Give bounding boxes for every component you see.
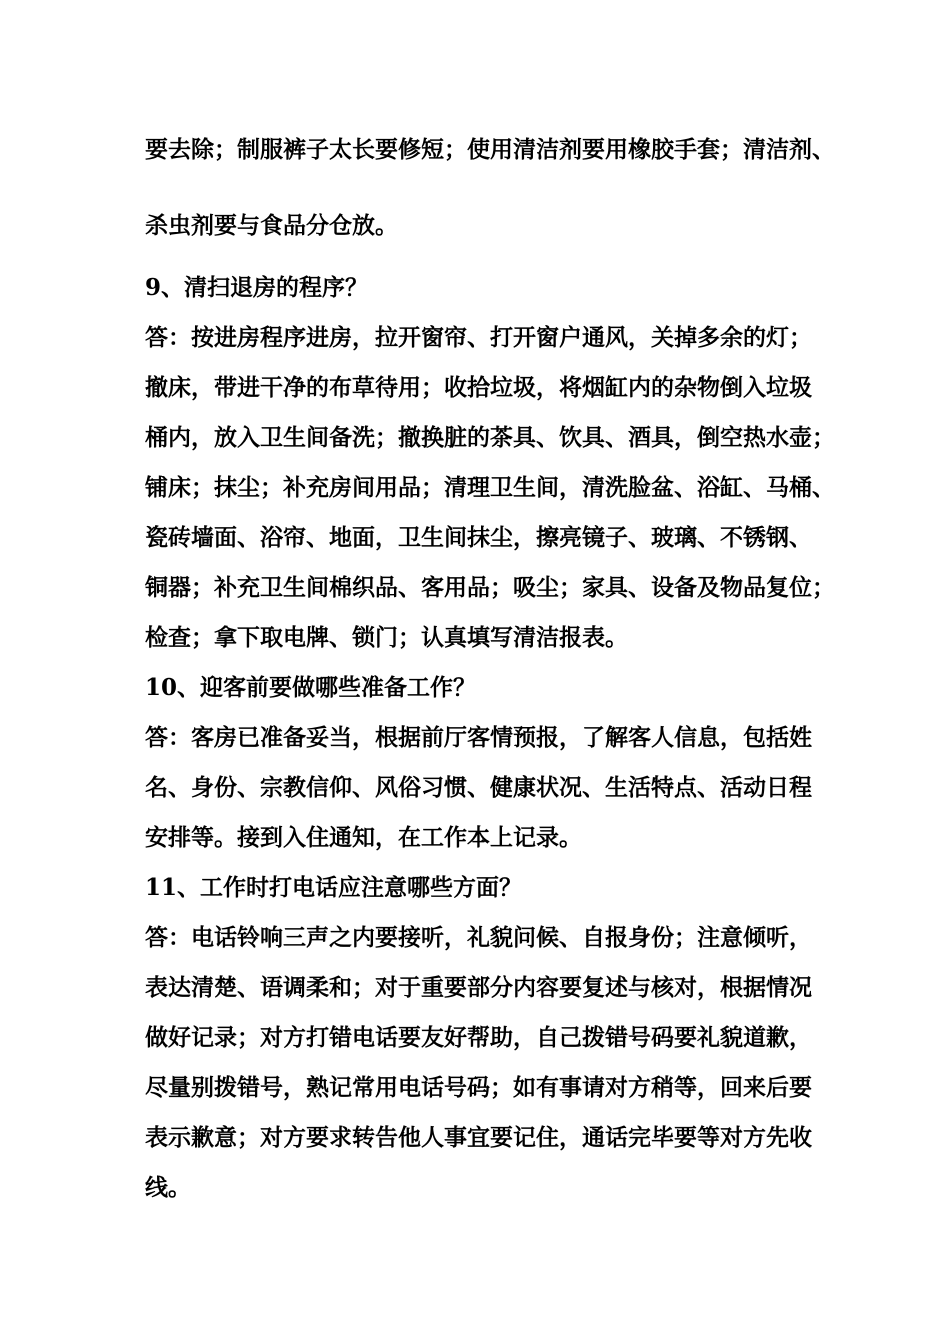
answer-line: 瓷砖墙面、浴帘、地面，卫生间抹尘，擦亮镜子、玻璃、不锈钢、 — [145, 524, 812, 551]
answer-line: 答：电话铃响三声之内要接听，礼貌问候、自报身份；注意倾听， — [145, 924, 812, 951]
text-line: 杀虫剂要与食品分仓放。 — [145, 212, 398, 239]
answer-line: 名、身份、宗教信仰、风俗习惯、健康状况、生活特点、活动日程 — [145, 774, 812, 801]
answer-line: 铺床；抹尘；补充房间用品；清理卫生间，清洗脸盆、浴缸、马桶、 — [145, 474, 835, 501]
question-heading: 11、工作时打电话应注意哪些方面？ — [145, 874, 523, 901]
answer-line: 答：按进房程序进房，拉开窗帘、打开窗户通风，关掉多余的灯； — [145, 324, 812, 351]
answer-line: 铜器；补充卫生间棉织品、客用品；吸尘；家具、设备及物品复位； — [145, 574, 835, 601]
answer-line: 表示歉意；对方要求转告他人事宜要记住，通话完毕要等对方先收 — [145, 1124, 812, 1151]
answer-line: 桶内，放入卫生间备洗；撤换脏的茶具、饮具、酒具，倒空热水壶； — [145, 424, 835, 451]
question-heading: 10、迎客前要做哪些准备工作？ — [145, 674, 477, 701]
answer-line: 线。 — [145, 1174, 191, 1201]
text-line: 要去除；制服裤子太长要修短；使用清洁剂要用橡胶手套；清洁剂、 — [145, 136, 835, 163]
answer-line: 尽量别拨错号，熟记常用电话号码；如有事请对方稍等，回来后要 — [145, 1074, 812, 1101]
answer-line: 答：客房已准备妥当，根据前厅客情预报，了解客人信息，包括姓 — [145, 724, 812, 751]
answer-line: 表达清楚、语调柔和；对于重要部分内容要复述与核对，根据情况 — [145, 974, 812, 1001]
answer-line: 撤床，带进干净的布草待用；收拾垃圾，将烟缸内的杂物倒入垃圾 — [145, 374, 812, 401]
question-heading: 9、清扫退房的程序？ — [145, 274, 369, 301]
answer-line: 检查；拿下取电牌、锁门；认真填写清洁报表。 — [145, 624, 628, 651]
answer-line: 安排等。接到入住通知，在工作本上记录。 — [145, 824, 582, 851]
answer-line: 做好记录；对方打错电话要友好帮助，自己拨错号码要礼貌道歉， — [145, 1024, 812, 1051]
